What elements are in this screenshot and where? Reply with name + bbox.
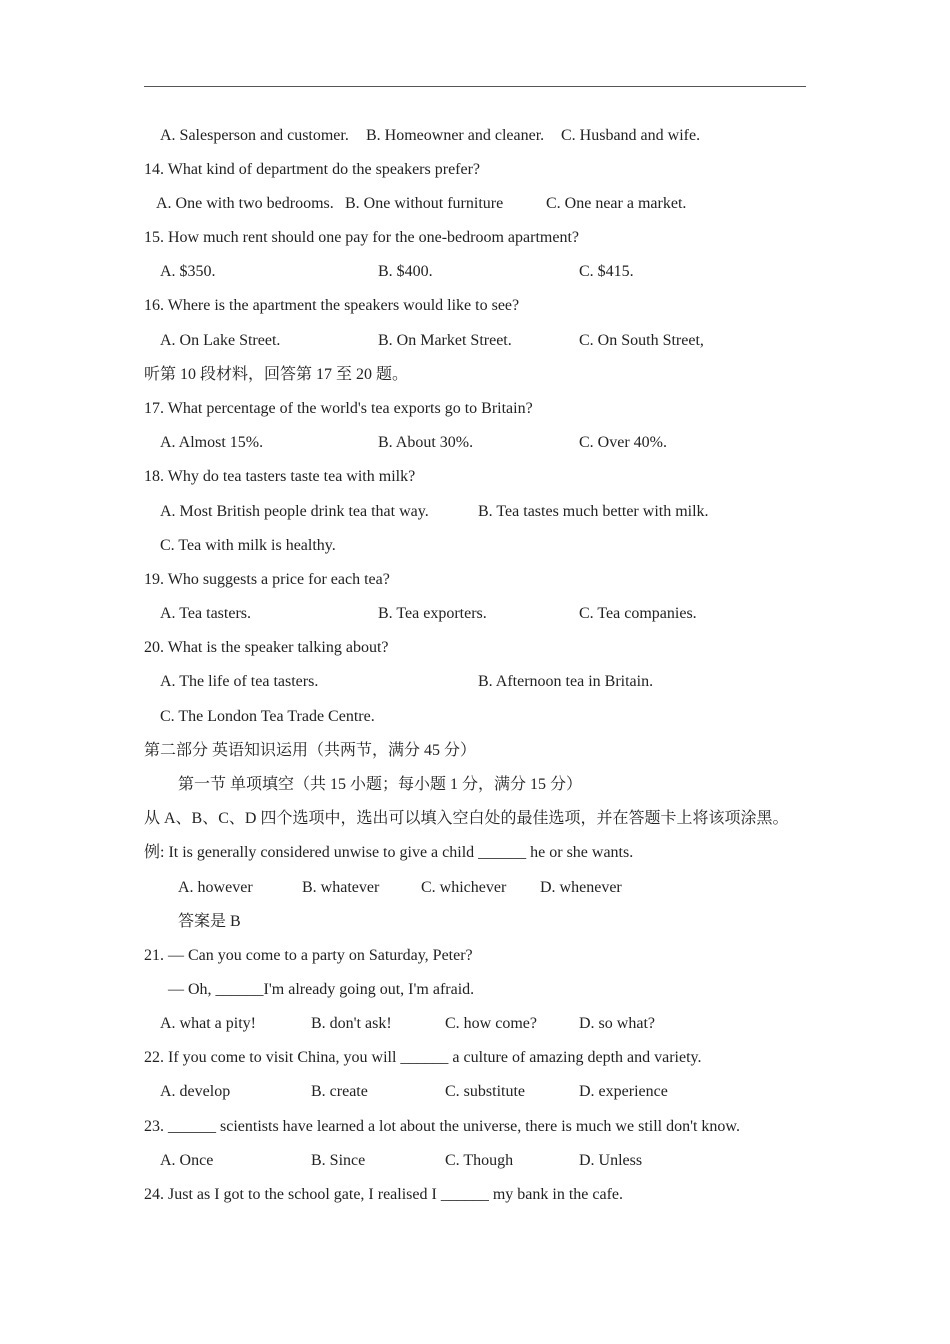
q13-option-c: C. Husband and wife. <box>561 127 701 144</box>
q18-option-b: B. Tea tastes much better with milk. <box>478 503 709 520</box>
q18-stem: 18. Why do tea tasters taste tea with milk? <box>144 468 416 485</box>
instructions: 从 A、B、C、D 四个选项中，选出可以填入空白处的最佳选项，并在答题卡上将该项涂黑。 <box>144 810 789 827</box>
q14-option-a: A. One with two bedrooms. <box>156 195 334 212</box>
q20-option-b: B. Afternoon tea in Britain. <box>478 673 654 690</box>
q19-option-c: C. Tea companies. <box>579 605 697 622</box>
q15-option-c: C. $415. <box>579 263 634 280</box>
q19-option-b: B. Tea exporters. <box>378 605 487 622</box>
q21-stem: 21. — Can you come to a party on Saturday, Peter? <box>144 947 473 964</box>
part2-heading: 第二部分 英语知识运用（共两节，满分 45 分） <box>144 742 477 759</box>
q22-option-d: D. experience <box>579 1083 668 1100</box>
q18-option-c: C. Tea with milk is healthy. <box>160 537 336 554</box>
q21-stem-reply: — Oh, ______I'm already going out, I'm afraid. <box>168 981 475 998</box>
q13-option-b: B. Homeowner and cleaner. <box>366 127 545 144</box>
q24-stem: 24. Just as I got to the school gate, I realised I ______ my bank in the cafe. <box>144 1186 623 1203</box>
example-answer: 答案是 B <box>178 913 241 930</box>
q23-option-b: B. Since <box>311 1152 366 1169</box>
q20-option-c: C. The London Tea Trade Centre. <box>160 708 375 725</box>
example-option-b: B. whatever <box>302 879 380 896</box>
q22-option-c: C. substitute <box>445 1083 526 1100</box>
example-option-c: C. whichever <box>421 879 507 896</box>
q14-option-b: B. One without furniture <box>345 195 504 212</box>
q22-option-a: A. develop <box>160 1083 231 1100</box>
q23-option-c: C. Though <box>445 1152 514 1169</box>
q21-option-d: D. so what? <box>579 1015 655 1032</box>
header-rule <box>144 86 806 87</box>
q17-option-b: B. About 30%. <box>378 434 474 451</box>
q21-option-c: C. how come? <box>445 1015 537 1032</box>
q14-option-c: C. One near a market. <box>546 195 687 212</box>
example-option-d: D. whenever <box>540 879 622 896</box>
q22-option-b: B. create <box>311 1083 368 1100</box>
q20-option-a: A. The life of tea tasters. <box>160 673 319 690</box>
q15-option-b: B. $400. <box>378 263 433 280</box>
q22-stem: 22. If you come to visit China, you will ______ a culture of amazing depth and variety. <box>144 1049 702 1066</box>
section-10-heading: 听第 10 段材料，回答第 17 至 20 题。 <box>144 366 409 383</box>
example-stem: 例: It is generally considered unwise to give a child ______ he or she wants. <box>144 844 634 861</box>
q17-option-c: C. Over 40%. <box>579 434 667 451</box>
q23-option-a: A. Once <box>160 1152 214 1169</box>
q15-stem: 15. How much rent should one pay for the one-bedroom apartment? <box>144 229 579 246</box>
q16-option-a: A. On Lake Street. <box>160 332 281 349</box>
q13-option-a: A. Salesperson and customer. <box>160 127 349 144</box>
q17-option-a: A. Almost 15%. <box>160 434 264 451</box>
q16-stem: 16. Where is the apartment the speakers would like to see? <box>144 297 520 314</box>
q21-option-b: B. don't ask! <box>311 1015 392 1032</box>
example-option-a: A. however <box>178 879 253 896</box>
q19-stem: 19. Who suggests a price for each tea? <box>144 571 390 588</box>
q19-option-a: A. Tea tasters. <box>160 605 251 622</box>
q14-stem: 14. What kind of department do the speakers prefer? <box>144 161 481 178</box>
q15-option-a: A. $350. <box>160 263 216 280</box>
q17-stem: 17. What percentage of the world's tea exports go to Britain? <box>144 400 533 417</box>
q18-option-a: A. Most British people drink tea that way. <box>160 503 429 520</box>
q16-option-b: B. On Market Street. <box>378 332 512 349</box>
part2-section1-heading: 第一节 单项填空（共 15 小题；每小题 1 分，满分 15 分） <box>178 776 583 793</box>
q16-option-c: C. On South Street, <box>579 332 704 349</box>
q20-stem: 20. What is the speaker talking about? <box>144 639 389 656</box>
q23-stem: 23. ______ scientists have learned a lot about the universe, there is much we still don't know. <box>144 1118 740 1135</box>
q23-option-d: D. Unless <box>579 1152 643 1169</box>
q21-option-a: A. what a pity! <box>160 1015 256 1032</box>
